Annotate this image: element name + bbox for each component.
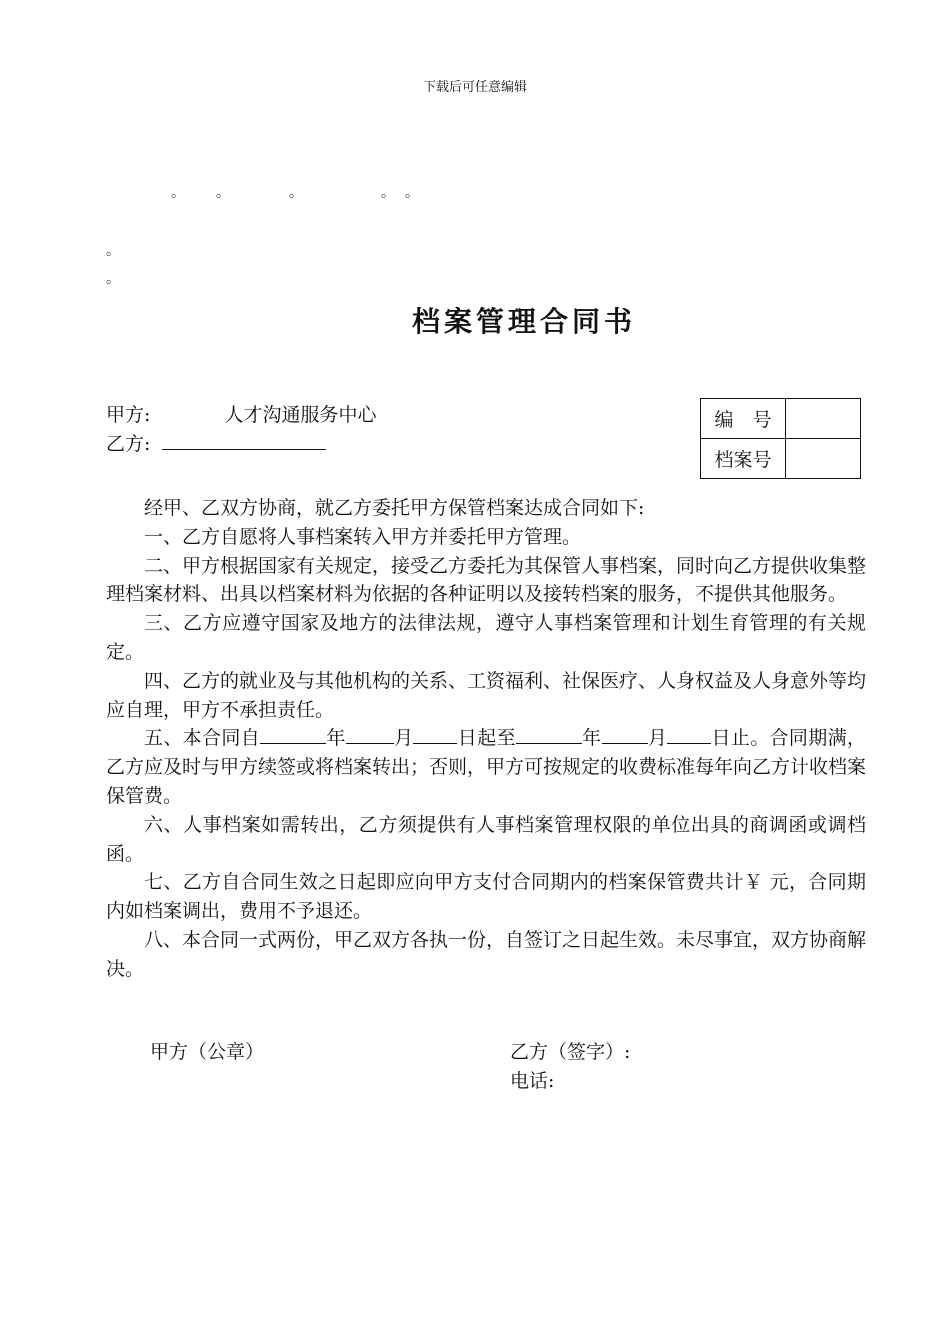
phone-label: 电话:: [510, 1070, 555, 1092]
clause-8: 八、本合同一式两份，甲乙双方各执一份，自签订之日起生效。未尽事宜，双方协商解决。: [106, 928, 867, 980]
party-b-line: [106, 429, 326, 456]
clause-7: 七、乙方自合同生效之日起即应向甲方支付合同期内的档案保管费共计￥ 元，合同期内如档案调出，费用不予退还。: [106, 871, 866, 923]
record-number-table: [700, 398, 861, 479]
year-label-2: 年: [581, 727, 602, 750]
month-label: 月: [393, 727, 414, 750]
end-day-blank: [667, 725, 711, 744]
clause-5: [106, 724, 866, 810]
day-from-label: 日起至: [457, 727, 516, 750]
stray-dot: 。: [289, 185, 303, 201]
table-row: [701, 399, 861, 439]
serial-number-value: [786, 399, 861, 439]
party-a-seal: 甲方（公章）: [150, 1041, 265, 1063]
clause-2: 二、甲方根据国家有关规定，接受乙方委托为其保管人事档案，同时向乙方提供收集整理档案材料、出具以档案材料为依据的各种证明以及接转档案的服务，不提供其他服务。: [106, 554, 867, 606]
party-b-signature: 乙方（签字）:: [510, 1041, 631, 1063]
document-title: 档案管理合同书: [411, 305, 636, 338]
stray-dot: 。: [381, 185, 395, 201]
serial-number-label: 编 号: [701, 399, 786, 439]
stray-dot: 。: [106, 271, 120, 287]
header-note: 下载后可任意编辑: [422, 80, 527, 95]
party-a-line: [106, 400, 377, 427]
start-day-blank: [413, 725, 457, 744]
clause-1: 一、乙方自愿将人事档案转入甲方并委托甲方管理。: [144, 525, 582, 548]
party-b-label: 乙方:: [106, 433, 151, 455]
clause-5-suffix: 日止。合同期满，乙方应及时与甲方续签或将档案转出；否则，甲方可按规定的收费标准每年向乙方计收档案保管费。: [106, 727, 867, 807]
intro-paragraph: 经甲、乙双方协商，就乙方委托甲方保管档案达成合同如下:: [144, 497, 645, 519]
end-year-blank: [516, 725, 582, 744]
clause-4: 四、乙方的就业及与其他机构的关系、工资福利、社保医疗、人身权益及人身意外等均应自理，甲方不承担责任。: [106, 669, 867, 721]
clause-5-prefix: 五、本合同自: [144, 727, 261, 750]
party-a-name: 人才沟通服务中心: [224, 404, 377, 426]
file-number-label: 档案号: [701, 439, 786, 479]
start-month-blank: [346, 725, 394, 744]
party-b-name-blank: [162, 448, 326, 450]
year-label: 年: [326, 727, 346, 750]
contract-body: [106, 494, 866, 984]
end-month-blank: [602, 725, 648, 744]
clause-6: 六、人事档案如需转出，乙方须提供有人事档案管理权限的单位出具的商调函或调档函。: [106, 813, 866, 865]
stray-dot: 。: [405, 185, 419, 201]
stray-dot: 。: [216, 185, 230, 201]
stray-dot: 。: [171, 185, 185, 201]
clause-3: 三、乙方应遵守国家及地方的法律法规，遵守人事档案管理和计划生育管理的有关规定。: [106, 612, 866, 663]
month-label-2: 月: [647, 727, 668, 750]
start-year-blank: [260, 725, 326, 744]
party-a-label: 甲方:: [106, 404, 151, 426]
stray-dot: 。: [106, 243, 120, 259]
table-row: [701, 439, 861, 479]
file-number-value: [786, 439, 861, 479]
